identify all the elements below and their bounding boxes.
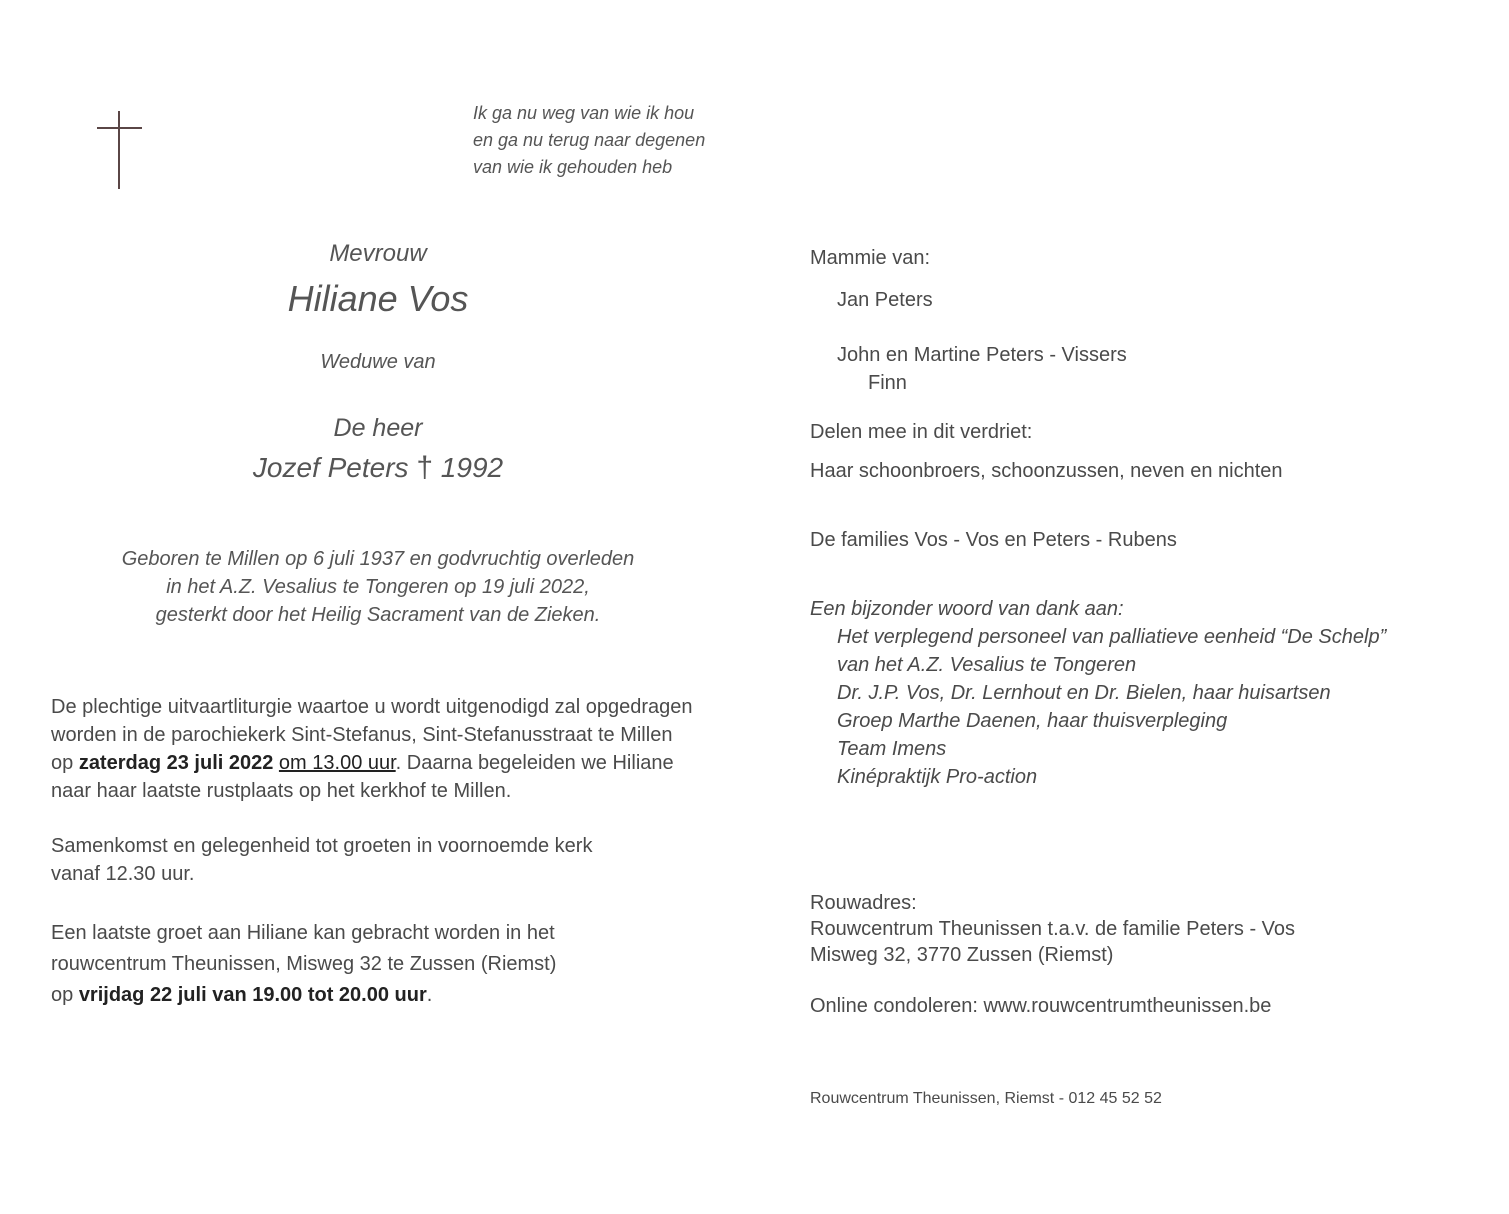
farewell-line: Een laatste groet aan Hiliane kan gebracht worden in het xyxy=(51,922,555,944)
thanks-item: Dr. J.P. Vos, Dr. Lernhout en Dr. Bielen, haar huisartsen xyxy=(837,682,1331,704)
gathering-line: Samenkomst en gelegenheid tot groeten in voornoemde kerk xyxy=(51,835,593,857)
thanks-list xyxy=(837,623,1386,791)
families-line: De families Vos - Vos en Peters - Rubens xyxy=(810,529,1177,551)
birth-death-text xyxy=(78,545,678,629)
thanks-item: Groep Marthe Daenen, haar thuisverpleging xyxy=(837,710,1228,732)
footer-text: Rouwcentrum Theunissen, Riemst - 012 45 52 52 xyxy=(810,1090,1162,1107)
farewell-time: vrijdag 22 juli van 19.00 tot 20.00 uur xyxy=(78,984,427,1006)
funeral-line: De plechtige uitvaartliturgie waartoe u wordt uitgenodigd zal opgedragen xyxy=(51,696,693,718)
mother-of-label: Mammie van: xyxy=(810,247,931,269)
poem xyxy=(473,100,705,181)
online-condolences: Online condoleren: www.rouwcentrumtheunissen.be xyxy=(810,995,1272,1017)
deceased-title: Mevrouw xyxy=(329,240,427,267)
farewell-line: op vrijdag 22 juli van 19.00 tot 20.00 uur. xyxy=(51,984,433,1006)
gathering-paragraph xyxy=(51,832,592,888)
funeral-line: naar haar laatste rustplaats op het kerkhof te Millen. xyxy=(51,780,512,802)
funeral-line: worden in de parochiekerk Sint-Stefanus, Sint-Stefanusstraat te Millen xyxy=(51,724,673,746)
poem-line: Ik ga nu weg van wie ik hou xyxy=(473,103,695,123)
child-name: John en Martine Peters - Vissers xyxy=(837,344,1127,366)
spouse-death-year: 1992 xyxy=(440,452,504,483)
spouse-line xyxy=(178,451,578,485)
gathering-line: vanaf 12.30 uur. xyxy=(51,863,195,885)
birth-death-line: Geboren te Millen op 6 juli 1937 en godvruchtig overleden xyxy=(121,548,635,570)
spouse-title: De heer xyxy=(333,414,423,442)
farewell-line: rouwcentrum Theunissen, Misweg 32 te Zussen (Riemst) xyxy=(51,953,557,975)
funeral-line: op zaterdag 23 juli 2022 om 13.00 uur. Daarna begeleiden we Hiliane xyxy=(51,752,674,774)
dagger-icon: † xyxy=(416,451,434,484)
spouse-name: Jozef Peters xyxy=(252,452,409,483)
child-name: Jan Peters xyxy=(837,289,933,311)
poem-line: en ga nu terug naar degenen xyxy=(473,130,706,150)
thanks-label: Een bijzonder woord van dank aan: xyxy=(810,598,1124,620)
thanks-item: Het verplegend personeel van palliatieve eenheid “De Schelp” xyxy=(837,626,1387,648)
thanks-item: van het A.Z. Vesalius te Tongeren xyxy=(837,654,1137,676)
deceased-name: Hiliane Vos xyxy=(287,278,469,319)
funeral-paragraph xyxy=(51,693,693,805)
thanks-item: Team Imens xyxy=(837,738,947,760)
birth-death-line: in het A.Z. Vesalius te Tongeren op 19 juli 2022, xyxy=(166,576,590,598)
relation-label: Weduwe van xyxy=(320,351,436,373)
address-block xyxy=(810,890,1295,968)
funeral-time: om 13.00 uur xyxy=(278,752,396,774)
thanks-item: Kinépraktijk Pro-action xyxy=(837,766,1038,788)
relatives-line: Haar schoonbroers, schoonzussen, neven en nichten xyxy=(810,460,1283,482)
farewell-paragraph xyxy=(51,918,556,1011)
birth-death-line: gesterkt door het Heilig Sacrament van de Zieken. xyxy=(155,604,601,626)
share-label: Delen mee in dit verdriet: xyxy=(810,421,1033,443)
address-label: Rouwadres: xyxy=(810,892,917,914)
funeral-date: zaterdag 23 juli 2022 xyxy=(78,752,274,774)
poem-line: van wie ik gehouden heb xyxy=(473,157,673,177)
address-line: Misweg 32, 3770 Zussen (Riemst) xyxy=(810,944,1114,966)
address-line: Rouwcentrum Theunissen t.a.v. de familie Peters - Vos xyxy=(810,918,1296,940)
grandchild-name: Finn xyxy=(868,372,907,394)
